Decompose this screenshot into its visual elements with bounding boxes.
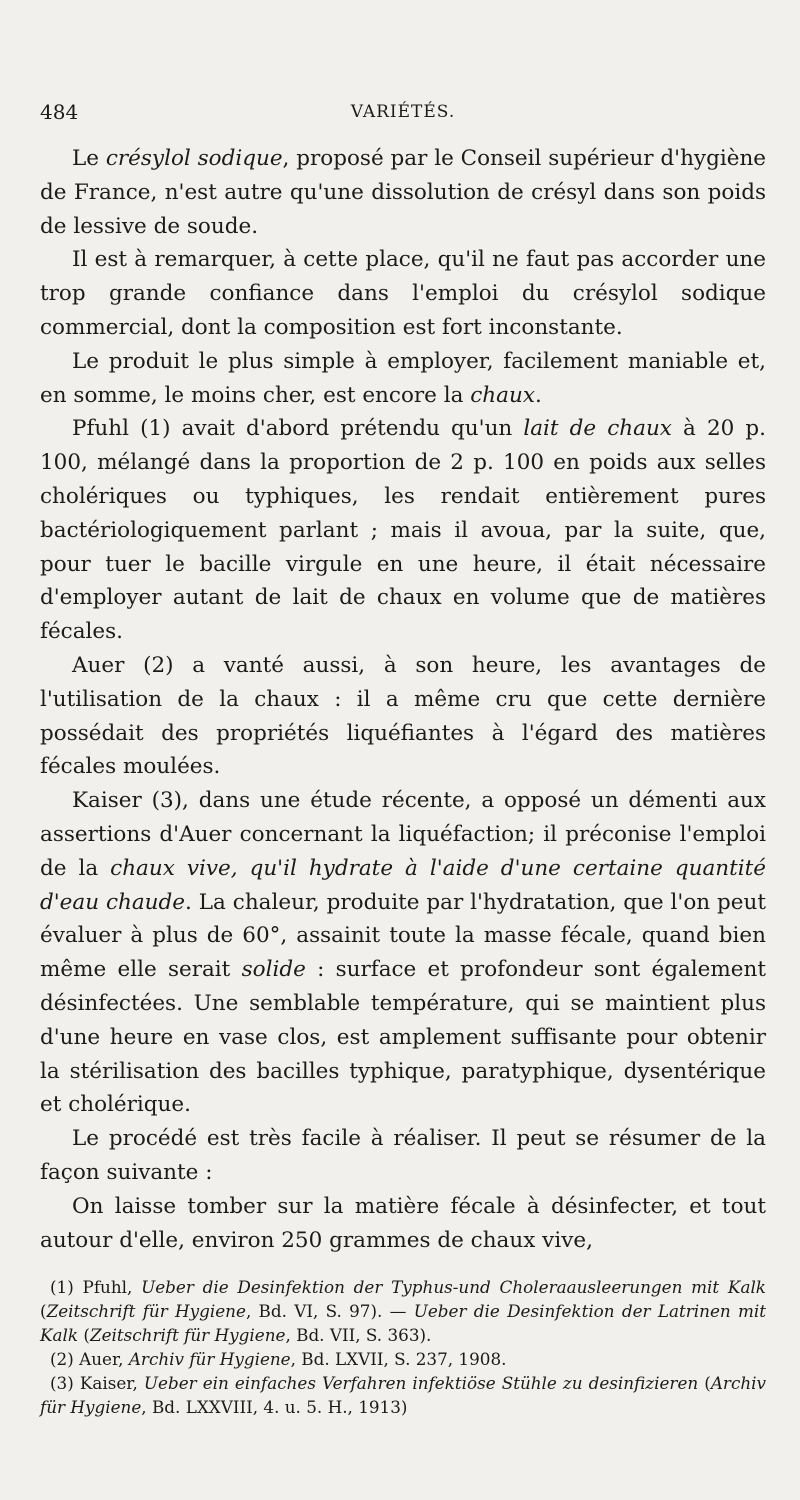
page-number: 484 [40,100,79,124]
paragraph-auer: Auer (2) a vanté aussi, à son heure, les avantages de l'utilisation de la chaux : il a même cru que cette dernière possédait des propriétés liquéfiantes à l'égard des matières fécales moulées. [40,652,766,780]
emphasis: crésylol sodique [105,146,283,171]
paragraph-chaux: Le produit le plus simple à employer, facilement maniable et, en somme, le moins cher, est encore la chaux. [40,348,766,408]
emphasis: chaux [470,382,535,408]
body-text [40,142,766,1257]
paragraph-kaiser: Kaiser (3), dans une étude récente, a opposé un démenti aux assertions d'Auer concernant la liquéfaction; il préconise l'emploi de la chaux vive, qu'il hydrate à l'aide d'une certaine quantité d'eau chaude. La chaleur, produite par l'hydratation, que l'on peut évaluer à plus de 60°, assainit toute la masse fécale, quand bien même elle serait solide : surface et profondeur sont également désinfectées. Une semblable température, qui se maintient plus d'une heure en vase clos, est amplement suffisante pour obtenir la stérilisation des bacilles typhique, paratyphique, dysentérique et cholérique. [40,788,767,1118]
paragraph-pfuhl: Pfuhl (1) avait d'abord prétendu qu'un lait de chaux à 20 p. 100, mélangé dans la proportion de 2 p. 100 en poids aux selles cholériques ou typhiques, les rendait entièrement pures bactériologiquement parlant ; mais il avoua, par la suite, que, pour tuer le bacille virgule en une heure, il était nécessaire d'employer autant de lait de chaux en volume que de matières fécales. [40,416,766,645]
paragraph-procede: Le procédé est très facile à réaliser. Il peut se résumer de la façon suivante : [40,1126,766,1185]
emphasis: solide [241,957,306,983]
running-head [40,100,766,136]
footnotes [40,1275,766,1419]
section-title: VARIÉTÉS. [350,102,456,122]
paragraph-cresylol: Le crésylol sodique, proposé par le Conseil supérieur d'hygiène de France, n'est autre qu'une dissolution de crésyl dans son poids de lessive de soude. [40,146,767,239]
footnote-2: (2) Auer, Archiv für Hygiene, Bd. LXVII, S. 237, 1908. [50,1349,507,1370]
footnote-1: (1) Pfuhl, Ueber die Desinfektion der Typhus-und Choleraausleerungen mit Kalk (Zeitschrift für Hygiene, Bd. VI, S. 97). — Ueber die Desinfektion der Latrinen mit Kalk (Zeitschrift für Hygiene, Bd. VII, S. 363). [40,1277,766,1346]
emphasis: lait de chaux [523,416,672,442]
footnote-3: (3) Kaiser, Ueber ein einfaches Verfahren infektiöse Stühle zu desinfizieren (Archiv für Hygiene, Bd. LXXVIII, 4. u. 5. H., 1913) [40,1373,767,1418]
emphasis: chaux vive, qu'il hydrate à l'aide d'une certaine quantité d'eau chaude [40,855,766,915]
paragraph-instructions: On laisse tomber sur la matière fécale à désinfecter, et tout autour d'elle, environ 250 grammes de chaux vive, [40,1193,766,1253]
paragraph-remark: Il est à remarquer, à cette place, qu'il ne faut pas accorder une trop grande confiance dans l'emploi du crésylol sodique commercial, dont la composition est fort inconstante. [40,247,766,340]
